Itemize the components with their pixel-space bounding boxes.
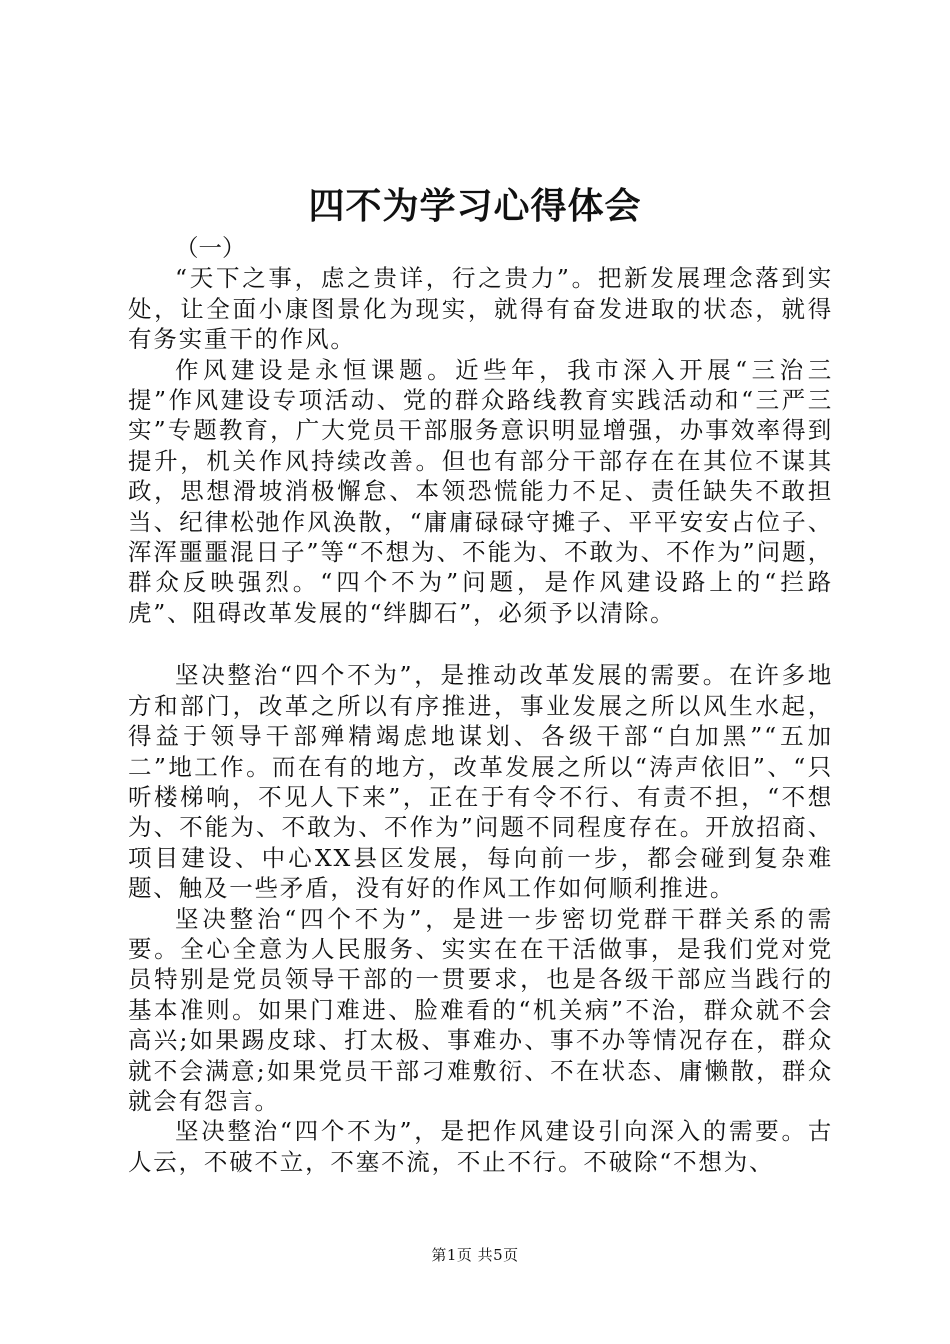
paragraph-1: “天下之事，虑之贵详，行之贵力”。把新发展理念落到实处，让全面小康图景化为现实，就得有奋发进取的状态，就得有务实重干的作风。 — [128, 264, 833, 354]
document-body — [128, 233, 833, 1177]
paragraph-3: 坚决整治“四个不为”，是推动改革发展的需要。在许多地方和部门，改革之所以有序推进，事业发展之所以风生水起，得益于领导干部殚精竭虑地谋划、各级干部“白加黑”“五加二”地工作。而在有的地方，改革发展之所以“涛声依旧”、“只听楼梯响，不见人下来”，正在于有令不行、有责不担，“不想为、不能为、不敢为、不作为”问题不同程度存在。开放招商、项目建设、中心XX县区发展，每向前一步，都会碰到复杂难题、触及一些矛盾，没有好的作风工作如何顺利推进。 — [128, 661, 833, 903]
paragraph-2: 作风建设是永恒课题。近些年，我市深入开展“三治三提”作风建设专项活动、党的群众路线教育实践活动和“三严三实”专题教育，广大党员干部服务意识明显增强，办事效率得到提升，机关作风持续改善。但也有部分干部存在在其位不谋其政，思想滑坡消极懈怠、本领恐慌能力不足、责任缺失不敢担当、纪律松弛作风涣散，“庸庸碌碌守摊子、平平安安占位子、浑浑噩噩混日子”等“不想为、不能为、不敢为、不作为”问题，群众反映强烈。“四个不为”问题，是作风建设路上的“拦路虎”、阻碍改革发展的“绊脚石”，必须予以清除。 — [128, 355, 833, 627]
page-number: 第1页 共5页 — [431, 1246, 519, 1264]
paragraph-5: 坚决整治“四个不为”，是把作风建设引向深入的需要。古人云，不破不立，不塞不流，不止不行。不破除“不想为、 — [128, 1117, 833, 1176]
paragraph-4: 坚决整治“四个不为”，是进一步密切党群干群关系的需要。全心全意为人民服务、实实在在干活做事，是我们党对党员特别是党员领导干部的一贯要求，也是各级干部应当践行的基本准则。如果门难进、脸难看的“机关病”不治，群众就不会高兴;如果踢皮球、打太极、事难办、事不办等情况存在，群众就不会满意;如果党员干部刁难敷衍、不在状态、庸懒散，群众就会有怨言。 — [128, 904, 833, 1115]
page-title: 四不为学习心得体会 — [308, 185, 642, 227]
page-footer — [0, 1245, 950, 1265]
section-marker: （一） — [175, 234, 246, 262]
paragraph-gap — [128, 628, 833, 660]
